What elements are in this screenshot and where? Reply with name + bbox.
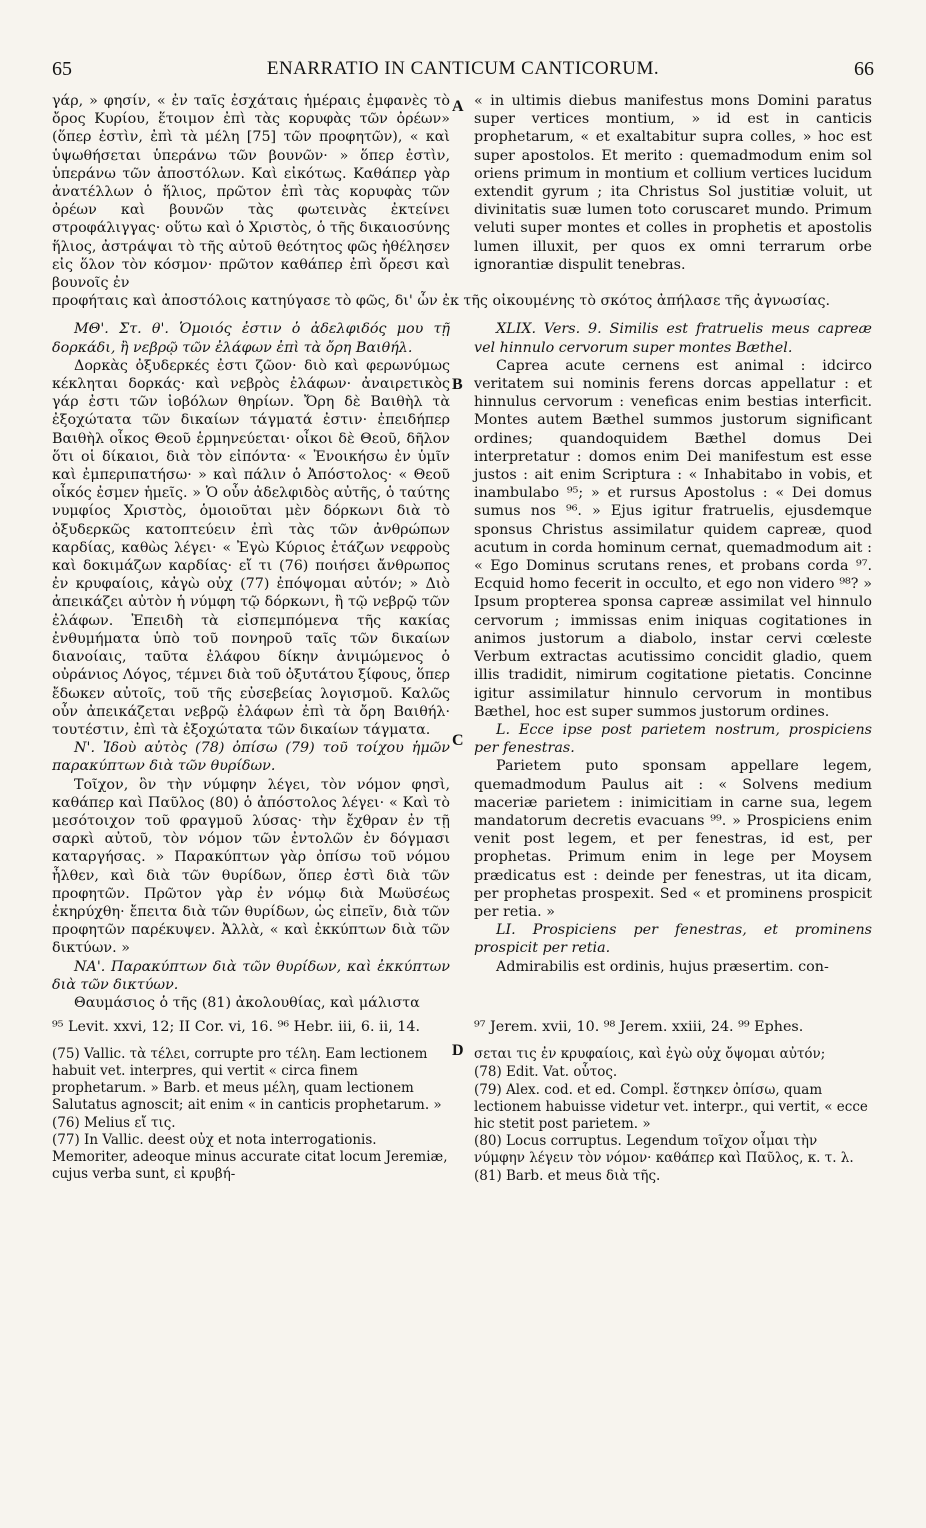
top-columns: [52, 92, 874, 292]
footnotes-right: ⁹⁷ Jerem. xvii, 10. ⁹⁸ Jerem. xxiii, 24. ⁹⁹ Ephes.: [474, 1019, 804, 1036]
greek-section-heading: ΝΑ'. Παρακύπτων διὰ τῶν θυρίδων, καὶ ἐκκύπτων διὰ τῶν δικτύων.: [52, 958, 450, 993]
margin-letter-c: C: [452, 732, 464, 749]
main-columns: [52, 320, 874, 1012]
note-item: (79) Alex. cod. et ed. Compl. ἕστηκεν ὀπίσω, quam lectionem habuisse videtur vet. interpr., qui vertit, « ecce hic stetit post parietem. »: [474, 1081, 868, 1132]
editorial-notes: [52, 1046, 874, 1185]
running-title: ENARRATIO IN CANTICUM CANTICORUM.: [266, 58, 660, 79]
latin-section-heading: L. Ecce ipse post parietem nostrum, prospiciens per fenestras.: [474, 721, 872, 757]
note-item: (75) Vallic. τὰ τέλει, corrupte pro τέλη. Eam lectionem habuit vet. interpres, qui vertit « circa finem prophetarum. » Barb. et meus μέλη, quam lectionem Salutatus agnoscit; ait enim « in canticis prophetarum. »: [52, 1046, 442, 1113]
greek-paragraph: γάρ, » φησίν, « ἐν ταῖς ἐσχάταις ἡμέραις ἐμφανὲς τὸ ὄρος Κυρίου, ἕτοιμον ἐπὶ τὰς κορυφὰς τῶν ὀρέων» (ὅπερ ἐστὶν, ἐπὶ τὰ μέλη [75] τῶν προφητῶν), « καὶ ὑψωθήσεται ὑπεράνω τῶν βουνῶν· » ὅπερ ἐστὶν, ὑπεράνω τῶν ἀποστόλων. Καὶ εἰκότως. Καθάπερ γὰρ ἀνατέλλων ὁ ἥλιος, πρῶτον ἐπὶ τὰς κορυφὰς τῶν ὀρέων καὶ βουνῶν τὰς φωτεινὰς ἐκτείνει στροφάλιγγας· οὕτω καὶ ὁ Χριστὸς, ὁ τῆς δικαιοσύνης ἥλιος, ἀστράψαι τὸ τῆς αὐτοῦ θεότητος φῶς ἠθέλησεν εἰς ὅλον τὸν κόσμον· πρῶτον καθάπερ ἐπὶ ὄρεσι καὶ βουνοῖς ἐν: [52, 93, 450, 292]
margin-letter-a: A: [452, 98, 464, 115]
latin-section-heading: XLIX. Vers. 9. Similis est fratruelis meus capreæ vel hinnulo cervorum super montes Bæthel.: [474, 321, 872, 356]
greek-column-top: [52, 92, 450, 292]
note-item: (76) Melius εἴ τις.: [52, 1114, 176, 1131]
page-number-right: 66: [854, 58, 874, 80]
greek-section-heading: Ν'. Ἰδοὺ αὐτὸς (78) ὀπίσω (79) τοῦ τοίχου ἡμῶν παρακύπτων διὰ τῶν θυρίδων.: [52, 740, 450, 775]
latin-paragraph: « in ultimis diebus manifestus mons Domini paratus super vertices montium, » id est in canticis prophetarum, « et exaltabitur supra colles, » hoc est super apostolos. Et merito : quemadmodum enim sol oriens primum in montium et collium vertices lucidum extendit gyrum ; ita Christus Sol justitiæ voluit, ut divinitatis suæ lumen toto coruscaret mundo. Primum veluti super montes et colles in prophetis et apostolis lumen illuxit, per quos ex omni terrarum orbe ignorantiæ dispulit tenebras.: [474, 93, 872, 273]
running-header: [52, 52, 874, 92]
note-item: (80) Locus corruptus. Legendum τοῖχον οἶμαι τὴν νύμφην λέγειν τὸν νόμον· καθάπερ καὶ Παῦλος, κ. τ. λ.: [474, 1133, 854, 1167]
greek-paragraph: Τοῖχον, ὃν τὴν νύμφην λέγει, τὸν νόμον φησὶ, καθάπερ καὶ Παῦλος (80) ὁ ἀπόστολος λέγει· « Καὶ τὸ μεσότοιχον τοῦ φραγμοῦ λύσας· τὴν ἔχθραν ἐν τῇ σαρκὶ αὐτοῦ, τὸν νόμον τῶν ἐντολῶν ἐν δόγμασι καταργήσας. » Παρακύπτων γὰρ ὀπίσω τοῦ νόμου ἦλθεν, καὶ διὰ τῶν θυρίδων, ὅπερ ἐστὶ διὰ τῶν προφητῶν. Πρῶτον γὰρ ἐν νόμῳ διὰ Μωϋσέως ἐκηρύχθη· ἔπειτα διὰ τῶν θυρίδων, ὡς εἰπεῖν, διὰ τῶν προφητῶν παρέκυψεν. Ἀλλὰ, « καὶ ἐκκύπτων διὰ τῶν δικτύων. »: [52, 776, 450, 957]
latin-column-top: [474, 92, 872, 292]
page-number-left: 65: [52, 58, 72, 80]
latin-paragraph: Caprea acute cernens est animal : idcirco veritatem sui nominis ferens dorcas appellatur : et hinnulus cervorum : veneficas enim bestias interficit. Montes autem Bæthel summos justorum significant ordines; quandoquidem Bæthel domus Dei interpretatur : domos enim Dei manifestum est esse justos : ait enim Scriptura : « Inhabitabo in vobis, et inambulabo ⁹⁵; » et rursus Apostolus : « Dei domus sumus nos ⁹⁶. » Ejus igitur fratruelis, ejusdemque sponsus Christus assimilatur quidem capreæ, quod acutum in corda hominum cernat, quemadmodum ait : « Ego Dominus scrutans renes, et probans corda ⁹⁷. Ecquid homo fecerit in occulto, et ego non videro ⁹⁸? » Ipsum propterea sponsa capreæ assimilat vel hinnulo cervorum ; immissas enim iniquas cogitationes in animos justorum a diabolo, instar cervi cœleste Verbum extractas acutissimo concidit gladio, quem illis tradidit, nimirum cogitatione pietatis. Concinne igitur assimilatur hinnulo cervorum in montibus Bæthel, hoc est super summos justorum ordines.: [474, 357, 872, 720]
latin-paragraph: Admirabilis est ordinis, hujus præsertim. con-: [496, 958, 829, 975]
margin-letter-d: D: [452, 1042, 464, 1059]
latin-column: [474, 320, 872, 1012]
scripture-footnotes: [52, 1018, 874, 1036]
footnotes-left: ⁹⁵ Levit. xxvi, 12; II Cor. vi, 16. ⁹⁶ Hebr. iii, 6. ii, 14.: [52, 1019, 421, 1036]
note-item: (77) In Vallic. deest οὐχ et nota interrogationis. Memoriter, adeoque minus accurate citat locum Jeremiæ, cujus verba sunt, εἰ κρυβή-: [52, 1132, 448, 1182]
latin-paragraph: Parietem puto sponsam appellare legem, quemadmodum Paulus ait : « Solvens medium maceriæ parietem : inimicitiam in carne sua, legem mandatorum decretis evacuans ⁹⁹. » Prospiciens enim venit post legem, et per fenestras, id est, per prophetas. Primum enim in lege per Moysem prædicatus est : deinde per fenestras, ut ita dicam, per prophetas prospexit. Sed « et prominens prospicit per retia. »: [474, 758, 872, 920]
notes-left: [52, 1046, 450, 1185]
note-item: σεται τις ἐν κρυφαίοις, καὶ ἐγὼ οὐχ ὄψομαι αὐτόν;: [474, 1046, 826, 1063]
greek-bridge-line: προφήταις καὶ ἀποστόλοις κατηύγασε τὸ φῶς, δι' ὧν ἐκ τῆς οἰκουμένης τὸ σκότος ἀπήλασε τῆς ἀγνωσίας.: [52, 293, 831, 310]
note-item: (81) Barb. et meus διὰ τῆς.: [474, 1167, 661, 1184]
greek-paragraph: Θαυμάσιος ὁ τῆς (81) ἀκολουθίας, καὶ μάλιστα: [74, 994, 420, 1011]
greek-column: [52, 320, 450, 1012]
notes-right: [474, 1046, 872, 1185]
greek-section-heading: ΜΘ'. Στ. θ'. Ὁμοιός ἐστιν ὁ ἀδελφιδός μου τῇ δορκάδι, ἢ νεβρῷ τῶν ἐλάφων ἐπὶ τὰ ὄρη Βαιθήλ.: [52, 321, 450, 356]
latin-section-heading: LI. Prospiciens per fenestras, et prominens prospicit per retia.: [474, 922, 872, 957]
note-item: (78) Edit. Vat. οὗτος.: [474, 1064, 618, 1081]
margin-letter-b: B: [452, 376, 463, 393]
greek-paragraph: Δορκὰς ὀξυδερκές ἐστι ζῶον· διὸ καὶ φερωνύμως κέκληται δορκάς· καὶ νεβρὸς ἐλάφων· ἀναιρετικὸς γάρ ἐστι τῶν ἰοβόλων θηρίων. Ὄρη δὲ Βαιθὴλ τὰ ἐξοχώτατα τῶν δικαίων τάγματά ἐστιν· ἐπειδήπερ Βαιθὴλ οἶκος Θεοῦ ἑρμηνεύεται· οἶκοι δὲ Θεοῦ, δῆλον ὅτι οἱ δίκαιοι, διὰ τὸν εἰπόντα· « Ἐνοικήσω ἐν ὑμῖν καὶ ἐμπεριπατήσω· » καὶ πάλιν ὁ Ἀπόστολος· « Θεοῦ οἶκός ἐσμεν ἡμεῖς. » Ὁ οὖν ἀδελφιδὸς αὐτῆς, ὁ ταύτης νυμφίος Χριστὸς, ὁμοιοῦται μὲν δόρκωνι διὰ τὸ ὀξυδερκῶς κατοπτεύειν ἐπὶ τὰς τῶν ἀνθρώπων καρδίας, καθὼς λέγει· « Ἐγὼ Κύριος ἐτάζων νεφροὺς καὶ δοκιμάζων καρδίας· εἴ τι (76) ποιήσει ἄνθρωπος ἐν κρυφαίοις, κἀγὼ οὐχ (77) ἐπόψομαι αὐτόν; » Διὸ ἀπεικάζει αὐτὸν ἡ νύμφη τῷ δόρκωνι, ἢ τῷ νεβρῷ τῶν ἐλάφων. Ἐπειδὴ τὰ εἰσπεμπόμενα τῆς κακίας ἐνθυμήματα ὑπὸ τοῦ πονηροῦ ταῖς τῶν δικαίων διανοίαις, ταῦτα ἐλάφου δίκην ἀνιμώμενος ὁ οὐράνιος Λόγος, τέμνει διὰ τοῦ ὀξυτάτου ξίφους, ὅπερ ἔδωκεν αὐτοῖς, τοῦ τῆς εὐσεβείας λογισμοῦ. Καλῶς οὖν ἀπεικάζεται νεβρῷ ἐλάφων ἐπὶ τὰ ὄρη Βαιθήλ· τουτέστιν, ἐπὶ τὰ ἐξοχώτατα τῶν δικαίων τάγματα.: [52, 357, 450, 738]
